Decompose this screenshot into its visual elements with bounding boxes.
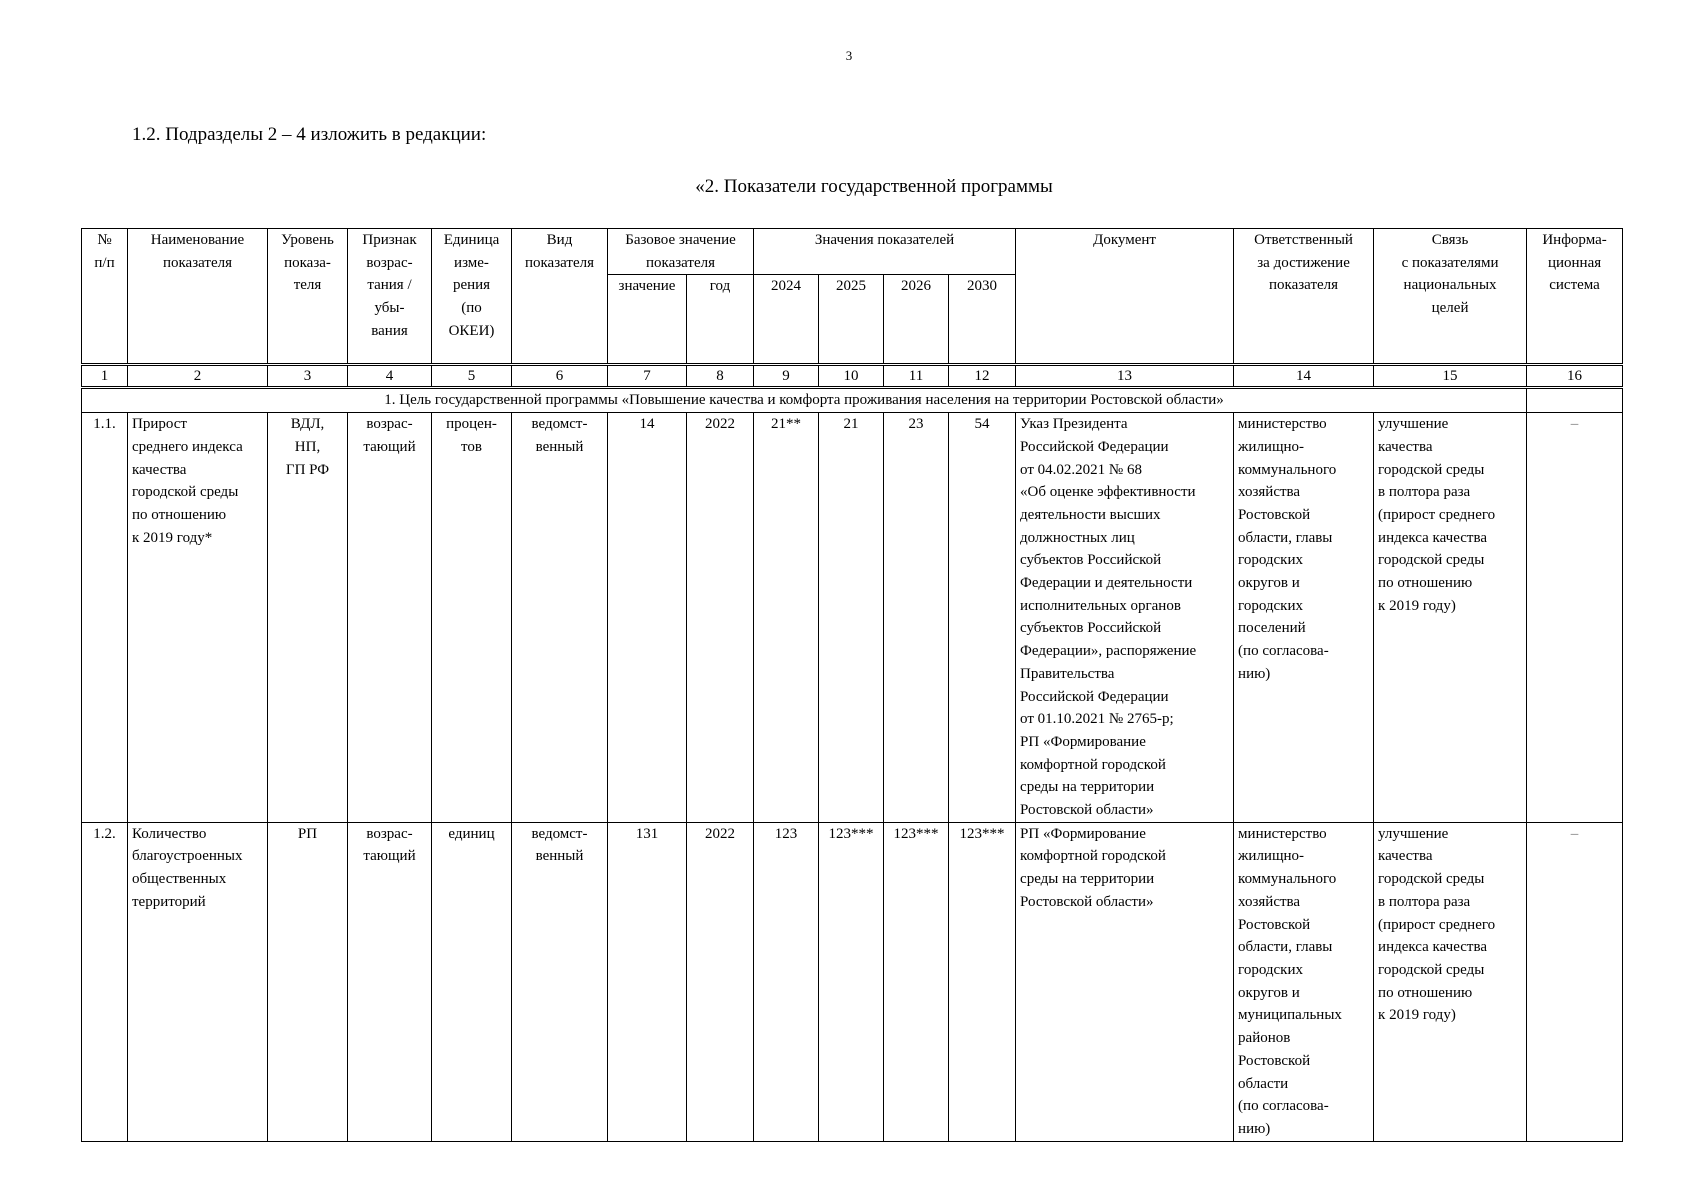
cell-line: комфортной городской: [1020, 848, 1166, 865]
cell-line: субъектов Российской: [1020, 620, 1162, 637]
cell-line: (прирост среднего: [1378, 916, 1496, 933]
cell-line: Единица: [443, 232, 500, 248]
cell-line: должностных лиц: [1020, 529, 1135, 546]
header-base-value: значение: [608, 275, 687, 365]
cell-line: в полтора раза: [1378, 484, 1471, 501]
cell-line: ВДЛ,: [290, 416, 325, 433]
cell-line: от 01.10.2021 № 2765-р;: [1020, 711, 1174, 728]
cell-line: в полтора раза: [1378, 893, 1471, 910]
cell-line: области, главы: [1238, 529, 1333, 546]
cell-line: убы-: [374, 300, 405, 317]
cell-line: Информа-: [1542, 232, 1607, 248]
cell-line: (по: [461, 300, 482, 317]
row-link: [1374, 413, 1527, 823]
row-base-year: 2022: [687, 413, 754, 823]
cell-line: районов: [1238, 1030, 1291, 1047]
cell-line: индекса качества: [1378, 529, 1488, 546]
section-title: «2. Показатели государственной программы: [695, 176, 1053, 197]
row-level: [268, 822, 348, 1141]
header-row-1: [82, 229, 1623, 275]
column-number: 12: [949, 365, 1016, 388]
column-number: 16: [1527, 365, 1623, 388]
cell-line: РП «Формирование: [1020, 825, 1146, 842]
cell-line: нию): [1238, 1120, 1271, 1137]
cell-line: возрас-: [366, 254, 413, 271]
header-2026: 2026: [884, 275, 949, 365]
cell-line: Уровень: [281, 232, 334, 248]
cell-line: теля: [293, 277, 322, 294]
cell-line: Ростовской: [1238, 1052, 1311, 1069]
cell-line: деятельности высших: [1020, 506, 1161, 523]
cell-line: ционная: [1547, 254, 1602, 271]
header-document: Документ: [1016, 229, 1234, 365]
row-value-2024: 123: [754, 822, 819, 1141]
header-unit: [432, 229, 512, 365]
row-responsible: [1234, 822, 1374, 1141]
cell-line: показателя: [645, 254, 716, 271]
cell-line: процен-: [446, 416, 497, 433]
cell-line: качества: [132, 461, 187, 478]
row-num: 1.2.: [82, 822, 128, 1141]
cell-line: поселений: [1238, 620, 1306, 637]
page-number: 3: [845, 48, 853, 63]
cell-line: Российской Федерации: [1020, 688, 1169, 705]
cell-line: национальных: [1403, 277, 1497, 294]
cell-line: министерство: [1238, 825, 1327, 842]
cell-line: РП: [297, 825, 318, 842]
header-kind: [512, 229, 608, 365]
cell-line: №: [97, 232, 112, 248]
cell-line: жилищно-: [1238, 848, 1305, 865]
cell-line: показателя: [524, 254, 595, 271]
cell-line: городских: [1238, 597, 1303, 614]
cell-line: среды на территории: [1020, 779, 1155, 796]
column-number: 1: [82, 365, 128, 388]
header-2025: 2025: [819, 275, 884, 365]
cell-line: Прирост: [132, 416, 187, 433]
cell-line: изме-: [454, 254, 489, 271]
cell-line: Российской Федерации: [1020, 438, 1169, 455]
cell-line: жилищно-: [1238, 438, 1305, 455]
header-2024: 2024: [754, 275, 819, 365]
column-number: 13: [1016, 365, 1234, 388]
cell-line: качества: [1378, 438, 1433, 455]
column-number: 7: [608, 365, 687, 388]
cell-line: единиц: [448, 825, 495, 842]
cell-line: тания /: [367, 277, 412, 294]
cell-line: министерство: [1238, 416, 1327, 433]
row-value-2025: 123***: [819, 822, 884, 1141]
cell-line: к 2019 году): [1378, 1007, 1456, 1024]
cell-line: городской среды: [1378, 552, 1485, 569]
header-base-year: год: [687, 275, 754, 365]
cell-line: ОКЕИ): [448, 322, 495, 339]
cell-line: Федерации», распоряжение: [1020, 643, 1197, 660]
cell-line: территорий: [132, 893, 206, 910]
row-responsible: [1234, 413, 1374, 823]
column-numbers-row: [82, 365, 1623, 388]
cell-line: качества: [1378, 848, 1433, 865]
cell-line: тающий: [363, 438, 416, 455]
cell-line: рения: [452, 277, 491, 294]
cell-line: среднего индекса: [132, 438, 243, 455]
column-number: 4: [348, 365, 432, 388]
column-number: 9: [754, 365, 819, 388]
row-base-value: 131: [608, 822, 687, 1141]
cell-line: ведомст-: [531, 416, 588, 433]
goal-empty-cell: [1527, 388, 1623, 413]
row-value-2024: 21**: [754, 413, 819, 823]
row-unit: [432, 413, 512, 823]
row-base-value: 14: [608, 413, 687, 823]
cell-line: Признак: [362, 232, 417, 248]
cell-line: муниципальных: [1238, 1007, 1342, 1024]
column-number: 6: [512, 365, 608, 388]
row-document: [1016, 822, 1234, 1141]
row-kind: [512, 413, 608, 823]
cell-line: ГП РФ: [285, 461, 330, 478]
header-infosys: [1527, 229, 1623, 365]
table-row: [82, 822, 1623, 1141]
cell-line: «Об оценке эффективности: [1020, 484, 1196, 501]
cell-line: городской среды: [1378, 461, 1485, 478]
cell-line: по отношению: [1378, 984, 1473, 1001]
cell-line: по отношению: [1378, 575, 1473, 592]
header-base: [608, 229, 754, 275]
cell-line: система: [1549, 277, 1600, 294]
row-value-2025: 21: [819, 413, 884, 823]
cell-line: по отношению: [132, 506, 227, 523]
row-level: [268, 413, 348, 823]
cell-line: городской среды: [132, 484, 239, 501]
header-2030: 2030: [949, 275, 1016, 365]
cell-line: хозяйства: [1238, 893, 1301, 910]
row-link: [1374, 822, 1527, 1141]
cell-line: возрас-: [366, 416, 413, 433]
cell-line: за достижение: [1257, 254, 1350, 271]
cell-line: Федерации и деятельности: [1020, 575, 1193, 592]
goal-text: 1. Цель государственной программы «Повышение качества и комфорта проживания населения на территории Ростовской области»: [82, 388, 1527, 413]
cell-line: городских: [1238, 552, 1303, 569]
indicators-table: [81, 228, 1623, 1142]
column-number: 11: [884, 365, 949, 388]
cell-line: с показателями: [1401, 254, 1499, 271]
cell-line: Вид: [546, 232, 573, 248]
cell-line: Базовое значение: [625, 232, 736, 248]
column-number: 3: [268, 365, 348, 388]
cell-line: благоустроенных: [132, 848, 243, 865]
header-sign: [348, 229, 432, 365]
table-row: [82, 413, 1623, 823]
cell-line: коммунального: [1238, 871, 1337, 888]
row-infosys: –: [1527, 413, 1623, 823]
cell-line: Количество: [132, 825, 207, 842]
cell-line: Ответственный: [1254, 232, 1353, 248]
cell-line: (по согласова-: [1238, 1098, 1329, 1115]
cell-line: вания: [371, 322, 408, 339]
cell-line: показателя: [162, 254, 233, 271]
cell-line: Ростовской: [1238, 916, 1311, 933]
cell-line: городских: [1238, 961, 1303, 978]
row-kind: [512, 822, 608, 1141]
header-link: [1374, 229, 1527, 365]
column-number: 14: [1234, 365, 1374, 388]
cell-line: (прирост среднего: [1378, 506, 1496, 523]
cell-line: улучшение: [1378, 825, 1449, 842]
cell-line: от 04.02.2021 № 68: [1020, 461, 1142, 478]
cell-line: комфортной городской: [1020, 756, 1166, 773]
cell-line: (по согласова-: [1238, 643, 1329, 660]
cell-line: городской среды: [1378, 961, 1485, 978]
cell-line: п/п: [94, 254, 115, 271]
cell-line: Связь: [1431, 232, 1469, 248]
cell-line: к 2019 году*: [132, 529, 213, 546]
header-level: [268, 229, 348, 365]
cell-line: нию): [1238, 665, 1271, 682]
row-name: [128, 413, 268, 823]
cell-line: к 2019 году): [1378, 597, 1456, 614]
cell-line: Ростовской: [1238, 506, 1311, 523]
cell-line: тающий: [363, 848, 416, 865]
cell-line: возрас-: [366, 825, 413, 842]
row-value-2030: 54: [949, 413, 1016, 823]
cell-line: Ростовской области»: [1020, 802, 1154, 819]
cell-line: РП «Формирование: [1020, 733, 1146, 750]
cell-line: округов и: [1238, 984, 1300, 1001]
cell-line: Ростовской области»: [1020, 893, 1154, 910]
cell-line: исполнительных органов: [1020, 597, 1181, 614]
cell-line: области: [1238, 1075, 1289, 1092]
cell-line: Наименование: [150, 232, 245, 248]
cell-line: хозяйства: [1238, 484, 1301, 501]
header-name: [128, 229, 268, 365]
column-number: 15: [1374, 365, 1527, 388]
cell-line: Правительства: [1020, 665, 1115, 682]
intro-text: 1.2. Подразделы 2 – 4 изложить в редакции:: [132, 124, 487, 145]
row-value-2030: 123***: [949, 822, 1016, 1141]
row-unit: [432, 822, 512, 1141]
cell-line: ведомст-: [531, 825, 588, 842]
header-responsible: [1234, 229, 1374, 365]
cell-line: коммунального: [1238, 461, 1337, 478]
cell-line: НП,: [294, 438, 321, 455]
goal-row: [82, 388, 1623, 413]
cell-line: Указ Президента: [1020, 416, 1128, 433]
row-name: [128, 822, 268, 1141]
cell-line: среды на территории: [1020, 871, 1155, 888]
column-number: 10: [819, 365, 884, 388]
cell-line: показателя: [1269, 277, 1339, 294]
cell-line: городской среды: [1378, 871, 1485, 888]
cell-line: области, главы: [1238, 939, 1333, 956]
cell-line: общественных: [132, 871, 227, 888]
row-infosys: –: [1527, 822, 1623, 1141]
row-value-2026: 23: [884, 413, 949, 823]
row-document: [1016, 413, 1234, 823]
column-number: 8: [687, 365, 754, 388]
row-sign: [348, 413, 432, 823]
cell-line: показа-: [284, 254, 331, 271]
column-number: 5: [432, 365, 512, 388]
cell-line: венный: [535, 438, 584, 455]
cell-line: округов и: [1238, 575, 1300, 592]
row-num: 1.1.: [82, 413, 128, 823]
cell-line: тов: [461, 438, 482, 455]
header-num: [82, 229, 128, 365]
cell-line: субъектов Российской: [1020, 552, 1162, 569]
row-base-year: 2022: [687, 822, 754, 1141]
row-value-2026: 123***: [884, 822, 949, 1141]
cell-line: улучшение: [1378, 416, 1449, 433]
cell-line: целей: [1431, 300, 1469, 317]
cell-line: венный: [535, 848, 584, 865]
cell-line: индекса качества: [1378, 939, 1488, 956]
header-values: Значения показателей: [754, 229, 1016, 275]
column-number: 2: [128, 365, 268, 388]
row-sign: [348, 822, 432, 1141]
